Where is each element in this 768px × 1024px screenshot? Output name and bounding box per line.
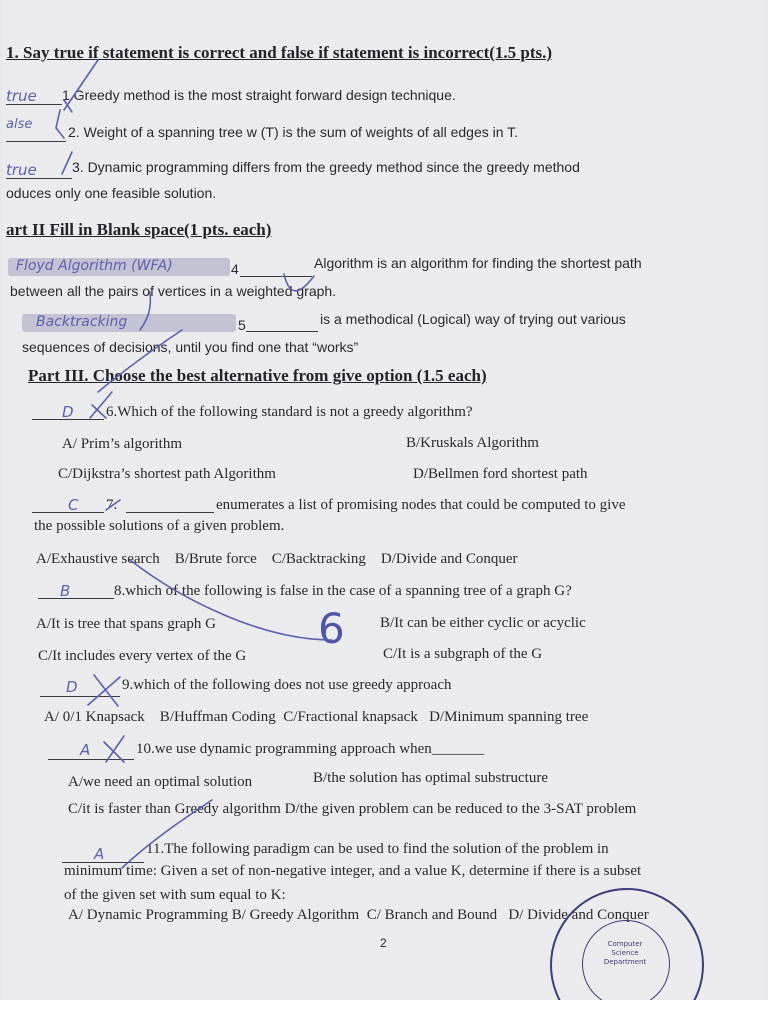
q6-option-c: C/Dijkstra’s shortest path Algorithm [58, 466, 276, 482]
q5-number: 5 [238, 317, 246, 333]
q6-option-d: D/Bellmen ford shortest path [413, 466, 588, 482]
question-11-cont: minimum time: Given a set of non-negative integer, and a value K, determine if there is a subset [64, 863, 642, 879]
question-11-cont2: of the given set with sum equal to K: [64, 887, 286, 903]
blank-8 [38, 598, 114, 599]
question-10: 10.we use dynamic programming approach when_______ [136, 741, 485, 757]
question-6: 6.Which of the following standard is not a greedy algorithm? [106, 404, 473, 420]
q6-option-a: A/ Prim’s algorithm [62, 436, 182, 452]
blank-10 [48, 759, 134, 760]
stamp-text: Computer Science Department [603, 940, 647, 966]
department-stamp [550, 888, 704, 1000]
answer-9: D [66, 678, 78, 696]
answer-1: true [6, 87, 37, 105]
question-8: 8.which of the following is false in the case of a spanning tree of a graph G? [114, 583, 572, 599]
blank-7a [32, 512, 104, 513]
blank-6 [32, 419, 104, 420]
question-11: 11.The following paradigm can be used to find the solution of the problem in [146, 841, 609, 857]
q10-option-cd: C/it is faster than Greedy algorithm D/the given problem can be reduced to the 3-SAT problem [68, 801, 637, 817]
question-2: 2. Weight of a spanning tree w (T) is the sum of weights of all edges in T. [68, 124, 519, 140]
question-3-cont: oduces only one feasible solution. [6, 185, 217, 201]
question-1: 1.Greedy method is the most straight forward design technique. [62, 87, 456, 103]
question-5-cont: sequences of decisions, until you find one that “works” [22, 339, 359, 355]
answer-8: B [60, 582, 71, 600]
part3-heading: Part III. Choose the best alternative from give option (1.5 each) [28, 366, 487, 385]
q8-option-d: C/It is a subgraph of the G [383, 646, 543, 662]
q4-number: 4 [231, 261, 239, 277]
question-7: enumerates a list of promising nodes that could be computed to give [216, 497, 626, 513]
answer-7: C [68, 496, 79, 514]
page-number: 2 [380, 936, 387, 950]
exam-page [2, 0, 764, 1000]
question-9: 9.which of the following does not use greedy approach [122, 677, 452, 693]
q11-options: A/ Dynamic Programming B/ Greedy Algorithm C/ Branch and Bound D/ Divide and Conquer [68, 907, 649, 923]
blank-2 [6, 141, 66, 142]
question-7-cont: the possible solutions of a given problem. [34, 518, 285, 534]
blank-5 [246, 331, 318, 332]
blank-4 [240, 276, 312, 277]
answer-3: true [6, 161, 37, 179]
answer-2: alse [6, 117, 33, 132]
blank-7b [126, 512, 214, 513]
q8-option-c: C/It includes every vertex of the G [38, 648, 247, 664]
q10-option-a: A/we need an optimal solution [68, 774, 253, 790]
answer-5: Backtracking [36, 314, 128, 330]
blank-9 [40, 696, 120, 697]
answer-6: D [62, 403, 74, 421]
q6-option-b: B/Kruskals Algorithm [406, 435, 539, 451]
q9-options: A/ 0/1 Knapsack B/Huffman Coding C/Fractional knapsack D/Minimum spanning tree [44, 709, 589, 725]
question-5: is a methodical (Logical) way of trying out various [320, 311, 626, 327]
q7-options: A/Exhaustive search B/Brute force C/Backtracking D/Divide and Conquer [36, 551, 518, 567]
blank-1 [6, 104, 62, 105]
q8-option-b: B/It can be either cyclic or acyclic [380, 615, 586, 631]
part2-heading: art II Fill in Blank space(1 pts. each) [6, 220, 272, 239]
question-4: Algorithm is an algorithm for finding the shortest path [314, 255, 642, 271]
answer-4: Floyd Algorithm (WFA) [16, 258, 173, 274]
part1-heading: 1. Say true if statement is correct and false if statement is incorrect(1.5 pts.) [6, 43, 553, 62]
bottom-margin [0, 1000, 768, 1024]
question-4-cont: between all the pairs of vertices in a weighted graph. [10, 283, 337, 299]
answer-10: A [80, 741, 91, 759]
question-3: 3. Dynamic programming differs from the greedy method since the greedy method [72, 159, 580, 175]
score-mark: 6 [318, 604, 345, 653]
answer-11: A [94, 845, 105, 863]
blank-3 [6, 178, 72, 179]
q10-option-b: B/the solution has optimal substructure [313, 770, 548, 786]
q8-option-a: A/It is tree that spans graph G [36, 616, 216, 632]
q7-number: 7. [106, 497, 118, 513]
